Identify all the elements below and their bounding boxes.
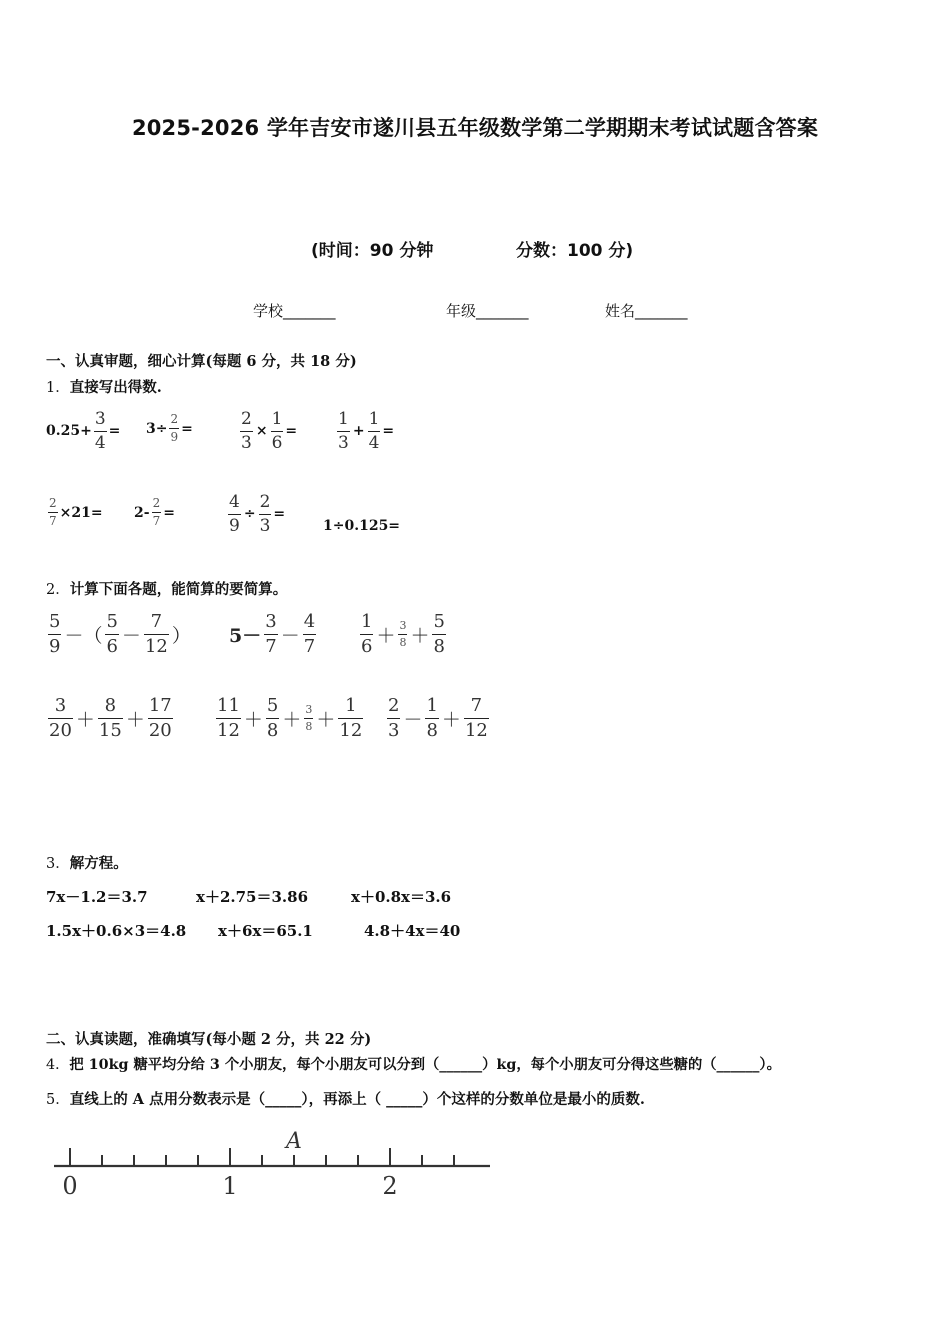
fraction: $\frac{3}{8}$ (305, 702, 313, 733)
equals: = (273, 506, 286, 523)
q1-expr-2 (146, 413, 193, 444)
tick-label: 1 (222, 1172, 238, 1200)
q3-number: 3． (46, 856, 70, 872)
fraction: $\frac{1}{12}$ (339, 695, 363, 741)
fraction: $\frac{2}{3}$ (241, 409, 252, 453)
q2-expr-3 (358, 612, 448, 657)
fraction: $\frac{8}{15}$ (98, 695, 122, 741)
section2-heading: 二、认真读题，准确填写(每小题 2 分，共 22 分) (46, 1031, 372, 1048)
operator: －（ (64, 624, 103, 647)
equation-1: 7x－1.2＝3.7 (46, 888, 148, 906)
expr-prefix: 2- (134, 504, 150, 521)
operator: ＋ (441, 708, 461, 731)
fraction: $\frac{2}{3}$ (388, 695, 400, 741)
operator: － (403, 708, 423, 731)
expr-text: 1÷0.125= (323, 518, 401, 534)
operator: ÷ (243, 506, 256, 523)
equation-6: 4.8＋4x＝40 (364, 922, 461, 940)
fraction: $\frac{5}{6}$ (106, 611, 118, 657)
operator: ＋ (410, 624, 430, 647)
q2-expr-4 (46, 696, 175, 741)
operator: ＋ (243, 708, 263, 731)
fraction: $\frac{1}{6}$ (361, 611, 373, 657)
equation-2: x＋2.75＝3.86 (196, 888, 309, 906)
q2-expr-6 (385, 696, 491, 741)
q2-expr-2 (228, 612, 318, 657)
q1-expr-6 (134, 497, 175, 528)
expr-prefix: 3÷ (146, 420, 168, 437)
q2-expr-5 (214, 696, 365, 741)
q1-expr-4 (335, 410, 394, 452)
q4-prompt (46, 1054, 781, 1074)
equals: = (382, 423, 395, 440)
fraction: $\frac{2}{3}$ (259, 492, 271, 536)
operator: ＋ (376, 624, 396, 647)
fraction: $\frac{3}{20}$ (49, 695, 72, 741)
q5-prompt (46, 1088, 645, 1109)
q4-text: 把 10kg 糖平均分给 3 个小朋友，每个小朋友可以分到（______）kg，每个小朋友可分得这些糖的（______）。 (69, 1057, 781, 1073)
q1-expr-1 (46, 410, 120, 452)
operator: ＋ (125, 708, 145, 731)
page-title: 2025-2026 学年吉安市遂川县五年级数学第二学期期末考试试题含答案 (131, 116, 819, 140)
operator: + (352, 423, 365, 440)
fraction: $\frac{2}{7}$ (152, 496, 161, 529)
q1-expr-7 (226, 493, 285, 535)
q1-prompt (46, 376, 162, 397)
tick-label: 2 (382, 1172, 398, 1200)
q4-number: 4． (46, 1057, 70, 1073)
operator: － (121, 624, 141, 647)
grade-field: 年级_______ (446, 302, 529, 320)
number-line (40, 1120, 510, 1210)
q2-prompt (46, 578, 287, 599)
q1-expr-8 (323, 518, 400, 534)
name-field: 姓名_______ (605, 302, 688, 320)
exam-score: 分数：100 分) (516, 241, 634, 261)
equation-3: x＋0.8x＝3.6 (351, 888, 452, 906)
fraction: $\frac{11}{12}$ (217, 695, 240, 741)
expr-suffix: ×21= (59, 504, 103, 521)
fraction: $\frac{1}{3}$ (338, 409, 349, 453)
q1-text: 直接写出得数. (69, 379, 162, 396)
tick-label: 0 (62, 1172, 78, 1200)
equals: = (285, 423, 298, 440)
q5-text: 直线上的 A 点用分数表示是（_____），再添上（ _____）个这样的分数单位是最小的质数. (69, 1091, 645, 1108)
operator: ） (171, 624, 191, 647)
fraction: $\frac{5}{8}$ (266, 695, 279, 741)
fraction: $\frac{1}{6}$ (271, 409, 283, 453)
fraction: $\frac{17}{20}$ (148, 695, 172, 741)
exam-time: (时间：90 分钟 (311, 241, 434, 261)
q2-number: 2． (46, 582, 70, 598)
fraction: $\frac{7}{12}$ (464, 695, 488, 741)
equation-4: 1.5x＋0.6×3＝4.8 (46, 922, 187, 940)
fraction: $\frac{3}{7}$ (265, 611, 277, 657)
fraction: $\frac{2}{9}$ (170, 412, 179, 445)
operator: × (255, 423, 268, 440)
q1-number: 1． (46, 380, 70, 396)
point-a-label: A (286, 1129, 302, 1154)
equals: = (108, 423, 121, 440)
fraction: $\frac{5}{8}$ (433, 611, 445, 657)
fraction: $\frac{1}{4}$ (368, 409, 380, 453)
q3-text: 解方程。 (69, 855, 128, 872)
fraction: $\frac{5}{9}$ (49, 611, 61, 657)
fraction: $\frac{4}{7}$ (303, 611, 316, 657)
operator: ＋ (282, 708, 302, 731)
q1-expr-5 (46, 497, 103, 528)
fraction: $\frac{2}{7}$ (49, 496, 57, 529)
fraction: $\frac{7}{12}$ (144, 611, 168, 657)
operator: － (280, 624, 300, 647)
expr-prefix: 0.25+ (46, 423, 92, 440)
q2-expr-1 (46, 612, 192, 657)
equals: = (181, 420, 193, 437)
section1-heading: 一、认真审题，细心计算(每题 6 分，共 18 分) (46, 353, 357, 370)
q2-text: 计算下面各题，能简算的要简算。 (69, 581, 288, 598)
q1-expr-3 (238, 410, 297, 452)
expr-prefix: 5－ (229, 624, 262, 647)
operator: ＋ (316, 708, 336, 731)
fraction: $\frac{1}{8}$ (426, 695, 438, 741)
q3-prompt (46, 852, 128, 873)
school-field: 学校_______ (253, 302, 336, 320)
q5-number: 5． (46, 1092, 70, 1108)
equals: = (163, 504, 175, 521)
fraction: $\frac{3}{8}$ (399, 618, 407, 649)
equation-5: x＋6x＝65.1 (218, 922, 313, 940)
fraction: $\frac{3}{4}$ (94, 409, 106, 453)
fraction: $\frac{4}{9}$ (229, 492, 240, 536)
operator: ＋ (75, 708, 95, 731)
